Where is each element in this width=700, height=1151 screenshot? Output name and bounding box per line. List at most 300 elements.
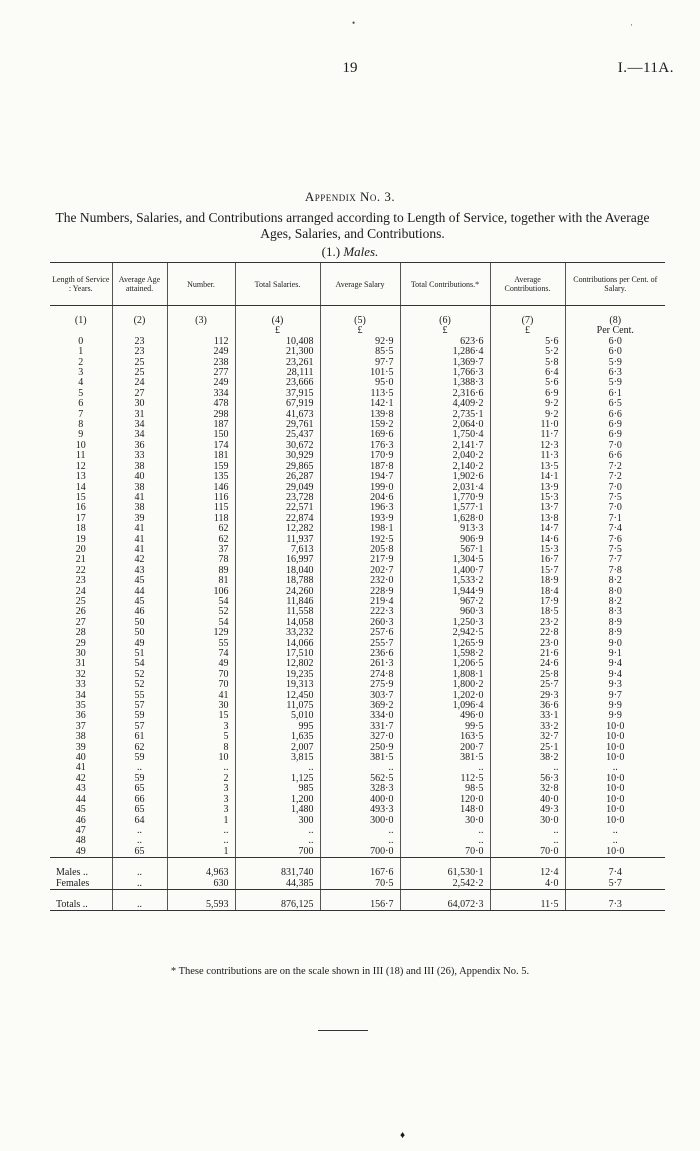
table-cell: 70·5 [320,879,400,890]
table-cell: 630 [167,879,235,890]
table-cell: .. [400,826,490,836]
table-row [50,576,665,586]
table-cell: 187·8 [320,462,400,472]
table-cell: 13·8 [490,514,565,524]
table-cell: 9·3 [565,680,665,690]
table-cell: 7·0 [565,503,665,513]
table-cell: 116 [167,493,235,503]
table-cell: 23·0 [490,639,565,649]
table-cell: 7·8 [565,566,665,576]
table-cell: 15·7 [490,566,565,576]
document-reference: I.—11A. [617,60,674,76]
table-cell: Females [50,879,112,890]
table-cell: 985 [235,784,320,794]
table-cell: 10·0 [565,753,665,763]
table-cell: 14·7 [490,524,565,534]
table-cell: 381·5 [320,753,400,763]
table-cell: 6·9 [565,420,665,430]
table-cell: 193·9 [320,514,400,524]
table-cell: 54 [167,597,235,607]
table-cell: 24 [75,585,86,597]
table-cell: 44 [75,793,86,805]
table-cell: 10·0 [565,774,665,784]
table-cell: 1,770·9 [400,493,490,503]
table-cell: 23,666 [235,378,320,388]
table-cell: 45 [75,804,86,816]
table-cell: 250·9 [320,743,400,753]
table-cell: 38 [75,731,86,743]
table-cell: 5·9 [565,358,665,368]
appendix-heading: Appendix No. 3. [304,189,396,204]
table-cell: 7·3 [565,900,665,911]
table-cell: 9·2 [490,399,565,409]
table-cell: 199·0 [320,483,400,493]
table-cell: 4·0 [490,879,565,890]
table-cell: 381·5 [400,753,490,763]
table-cell: 400·0 [320,795,400,805]
table-cell: 6·6 [565,451,665,461]
table-cell: .. [112,879,167,890]
table-cell: 10·0 [565,732,665,742]
table-cell: 57 [112,722,167,732]
table-cell: 26 [75,606,86,618]
table-cell: 54 [112,659,167,669]
table-cell: 219·4 [320,597,400,607]
table-cell: 11·7 [490,430,565,440]
table-cell: 1,202·0 [400,691,490,701]
table-cell: 6·3 [565,368,665,378]
table-cell: 81 [167,576,235,586]
table-cell: .. [320,836,400,846]
table-cell: 1,206·5 [400,659,490,669]
table-cell: 7·5 [565,545,665,555]
table-cell: 42 [112,555,167,565]
table-cell: 303·7 [320,691,400,701]
table-cell: 8 [167,743,235,753]
table-cell: 43 [112,566,167,576]
table-cell: .. [112,826,167,836]
page-number: 19 [342,60,358,76]
header-average-age: Average Age attained. [112,263,167,306]
table-cell: 1,766·3 [400,368,490,378]
table-cell: 11,558 [235,607,320,617]
table-cell: 198·1 [320,524,400,534]
table-cell: 228·9 [320,587,400,597]
table-cell: 30 [75,648,86,659]
table-cell: 2,007 [235,743,320,753]
table-cell: 37 [75,720,86,732]
table-cell: .. [400,836,490,846]
table-cell: 52 [112,680,167,690]
header-total-salaries: Total Salaries. [235,263,320,306]
table-cell: 238 [167,358,235,368]
table-subtitle [0,244,700,260]
table-cell: 70 [167,680,235,690]
table-cell: 99·5 [400,722,490,732]
table-cell: 11·0 [490,420,565,430]
table-cell: 17,510 [235,649,320,659]
table-cell: 15·3 [490,493,565,503]
table-cell: 2 [78,356,84,368]
table-cell: 89 [167,566,235,576]
table-cell: 1,304·5 [400,555,490,565]
table-cell: .. [565,826,665,836]
table-cell: 29,761 [235,420,320,430]
table-cell: (7) [490,316,565,326]
table-cell: 38·2 [490,753,565,763]
table-cell: 19 [75,533,86,545]
table-cell: £ [400,326,490,336]
table-cell: 831,740 [235,868,320,878]
table-cell: 2,942·5 [400,628,490,638]
table-cell: 54 [167,618,235,628]
table-cell: .. [167,836,235,846]
table-cell: 7·6 [565,535,665,545]
table-cell: 3 [78,367,84,379]
table-cell: 38 [112,483,167,493]
table-cell: (8) [565,316,665,326]
table-cell: 1,800·2 [400,680,490,690]
table-cell: 298 [167,410,235,420]
table-cell: 22·8 [490,628,565,638]
table-cell: 9·9 [565,701,665,711]
table-cell: 78 [167,555,235,565]
table-cell: 3 [167,805,235,815]
table-cell: 33·1 [490,711,565,721]
table-cell: 7 [78,408,84,420]
table-cell: 261·3 [320,659,400,669]
table-cell: 10·0 [565,805,665,815]
table-cell: 22,874 [235,514,320,524]
table-cell: 7·4 [565,524,665,534]
table-cell: 113·5 [320,389,400,399]
table-cell: 41,673 [235,410,320,420]
table-cell: 159·2 [320,420,400,430]
table-cell: 700·0 [320,847,400,858]
table-cell: 7·0 [565,483,665,493]
table-cell: 9·1 [565,649,665,659]
spacer-row [50,858,665,869]
table-cell: 159 [167,462,235,472]
table-cell: 32·7 [490,732,565,742]
spacer-row [50,889,665,900]
table-cell: 28 [75,627,86,639]
table-cell: 85·5 [320,347,400,357]
table-cell: 9·2 [490,410,565,420]
table-cell: 1,480 [235,805,320,815]
table-row [50,805,665,815]
table-cell: 1,808·1 [400,670,490,680]
table-cell: 14,058 [235,618,320,628]
table-cell: 65 [112,847,167,858]
table-cell: 20 [75,543,86,555]
table-cell: 23 [112,347,167,357]
table-cell: 66 [112,795,167,805]
table-cell: 11·3 [490,451,565,461]
table-cell: 18 [75,523,86,535]
table-cell: 170·9 [320,451,400,461]
table-cell: 1,286·4 [400,347,490,357]
table-cell: 106 [167,587,235,597]
table-cell: 1,577·1 [400,503,490,513]
table-cell: 21·6 [490,649,565,659]
table-cell: 74 [167,649,235,659]
table-cell: 1,533·2 [400,576,490,586]
table-cell: 27 [75,616,86,628]
table-cell: 493·3 [320,805,400,815]
table-cell: 40·0 [490,795,565,805]
table-cell: 64,072·3 [400,900,490,911]
table-cell: 70·0 [490,847,565,858]
table-cell: 41 [112,493,167,503]
table-cell: 960·3 [400,607,490,617]
table-cell: 19,313 [235,680,320,690]
table-cell: 18·4 [490,587,565,597]
table-cell: 29 [75,637,86,649]
table-cell: 33,232 [235,628,320,638]
table-cell: 13·9 [490,483,565,493]
table-cell: 21 [75,554,86,566]
table-cell: 31 [75,658,86,670]
table-cell: 6·6 [565,410,665,420]
header-number: Number. [167,263,235,306]
table-cell: 59 [112,774,167,784]
table-cell: 52 [167,607,235,617]
table-cell: 49·3 [490,805,565,815]
table-cell: 327·0 [320,732,400,742]
table-cell: 49 [167,659,235,669]
service-table [50,262,665,911]
header-row [50,263,665,306]
table-cell: 50 [112,618,167,628]
table-cell: 2,064·0 [400,420,490,430]
table-cell: 2 [167,774,235,784]
table-cell: 174 [167,441,235,451]
table-cell: 44,385 [235,879,320,890]
table-cell: 3 [167,795,235,805]
table-cell: 17·9 [490,597,565,607]
table-cell: 36 [112,441,167,451]
table-cell: 2,031·4 [400,483,490,493]
table-cell: 37 [167,545,235,555]
table-cell: 34 [112,420,167,430]
table-cell: 1,250·3 [400,618,490,628]
table-cell: 40 [112,472,167,482]
table-cell: 6·4 [490,368,565,378]
table-cell: 1,635 [235,732,320,742]
table-cell: 194·7 [320,472,400,482]
table-cell: 37,915 [235,389,320,399]
table-cell: 217·9 [320,555,400,565]
table-cell: 146 [167,483,235,493]
table-cell: 3,815 [235,753,320,763]
table-cell: 148·0 [400,805,490,815]
table-cell: .. [112,868,167,878]
table-cell: 181 [167,451,235,461]
table-cell: 13·5 [490,462,565,472]
table-cell: 8·2 [565,576,665,586]
table-cell: 135 [167,472,235,482]
table-cell: 25·1 [490,743,565,753]
table-cell: 169·6 [320,430,400,440]
table-cell: 257·6 [320,628,400,638]
table-cell: 255·7 [320,639,400,649]
table-cell: .. [112,900,167,911]
table-cell: 36 [75,710,86,722]
table-cell: .. [490,836,565,846]
table-cell: 10·0 [565,722,665,732]
table-cell: 6·9 [490,389,565,399]
table-cell: 41 [112,545,167,555]
table-cell: 4 [78,377,84,389]
table-cell: 36·6 [490,701,565,711]
table-cell: 5 [78,387,84,399]
table-cell: 176·3 [320,441,400,451]
table-cell: 8 [78,419,84,431]
table-cell: 7·7 [565,555,665,565]
table-cell: 7·1 [565,514,665,524]
table-cell: 2,141·7 [400,441,490,451]
table-cell: 32 [75,668,86,680]
table-cell: 334·0 [320,711,400,721]
table-cell: 35 [75,700,86,712]
table-cell: (1) [74,315,87,326]
header-average-contributions: Average Contributions. [490,263,565,306]
table-cell: 112 [167,337,235,347]
table-cell: (4) [235,316,320,326]
table-cell: 25 [112,358,167,368]
table-cell: 623·6 [400,337,490,347]
table-cell: 478 [167,399,235,409]
table-cell: .. [235,836,320,846]
table-cell: 11 [75,450,86,462]
table-row [50,826,665,836]
footnote: * These contributions are on the scale shown in III (18) and III (26), Appendix No. 5. [170,966,530,977]
table-cell: 30,929 [235,451,320,461]
table-cell: 4,963 [167,868,235,878]
table-cell: 6·5 [565,399,665,409]
summary-row [50,879,665,890]
table-cell: 1,265·9 [400,639,490,649]
header-contributions-per-cent: Contributions per Cent. of Salary. [565,263,665,306]
table-cell: 41 [167,691,235,701]
table-cell: 7·4 [565,868,665,878]
table-cell: 6·0 [565,347,665,357]
table-cell: 192·5 [320,535,400,545]
table-cell: 24·6 [490,659,565,669]
table-cell: 5·9 [565,378,665,388]
table-cell: 47 [75,824,86,836]
table-cell: 42 [75,772,86,784]
table-cell: 5·2 [490,347,565,357]
table-cell: 5·6 [490,378,565,388]
table-cell: 8·9 [565,618,665,628]
table-cell: 65 [112,805,167,815]
table-cell: 5·7 [565,879,665,890]
table-cell: 59 [112,711,167,721]
table-cell: 906·9 [400,535,490,545]
table-cell: 23·2 [490,618,565,628]
table-cell: 562·5 [320,774,400,784]
table-cell: 52 [112,670,167,680]
table-cell: 196·3 [320,503,400,513]
table-cell: 10 [75,439,86,451]
ink-blot: ♦ [400,1130,406,1141]
table-cell: 1 [167,816,235,826]
table-cell: 22 [75,564,86,576]
table-row [50,847,665,858]
table-cell: 8·3 [565,607,665,617]
table-cell: 92·9 [320,337,400,347]
table-cell: 41 [112,524,167,534]
table-cell: 9·4 [565,670,665,680]
table-cell: Totals .. [50,900,112,911]
table-cell: 5·6 [490,337,565,347]
table-cell: (5) [320,316,400,326]
table-cell: 23,261 [235,358,320,368]
table-cell: 1,598·2 [400,649,490,659]
table-cell: 5,010 [235,711,320,721]
table-cell: £ [235,326,320,336]
table-cell: 331·7 [320,722,400,732]
table-cell: 8·9 [565,628,665,638]
table-cell: 33 [75,679,86,691]
table-cell: 41 [75,762,86,774]
table-cell: 156·7 [320,900,400,911]
table-cell: 6·9 [565,430,665,440]
table-cell: 39 [112,514,167,524]
table-cell: 8·2 [565,597,665,607]
table-cell: 913·3 [400,524,490,534]
table-cell: 16·7 [490,555,565,565]
table-cell: 129 [167,628,235,638]
table-cell: 9·9 [565,711,665,721]
table-cell: 16 [75,502,86,514]
table-cell: 70 [167,670,235,680]
table-cell: 95·0 [320,378,400,388]
table-cell: 10,408 [235,337,320,347]
table-cell: 25,437 [235,430,320,440]
table-cell: 11·5 [490,900,565,911]
table-cell: 62 [167,535,235,545]
table-cell: 25 [75,595,86,607]
table-cell: 232·0 [320,576,400,586]
table-cell: 11,937 [235,535,320,545]
table-cell: 12·4 [490,868,565,878]
table-cell: 17 [75,512,86,524]
table-cell: 98·5 [400,784,490,794]
table-cell: 19,235 [235,670,320,680]
table-cell: 1,628·0 [400,514,490,524]
table-cell: 34 [75,689,86,701]
table-cell: 5 [167,732,235,742]
header-total-contributions: Total Contributions.* [400,263,490,306]
table-cell: 14·6 [490,535,565,545]
table-cell: 167·6 [320,868,400,878]
table-cell: Per Cent. [565,326,665,336]
table-cell: 369·2 [320,701,400,711]
table-cell: 57 [112,701,167,711]
table-cell: £ [490,326,565,336]
table-cell: 62 [167,524,235,534]
header-average-salary: Average Salary [320,263,400,306]
table-cell: .. [565,763,665,773]
table-cell: 22,571 [235,503,320,513]
table-cell: 142·1 [320,399,400,409]
table-cell: 12,450 [235,691,320,701]
table-cell: 34 [112,430,167,440]
table-cell: 12 [75,460,86,472]
